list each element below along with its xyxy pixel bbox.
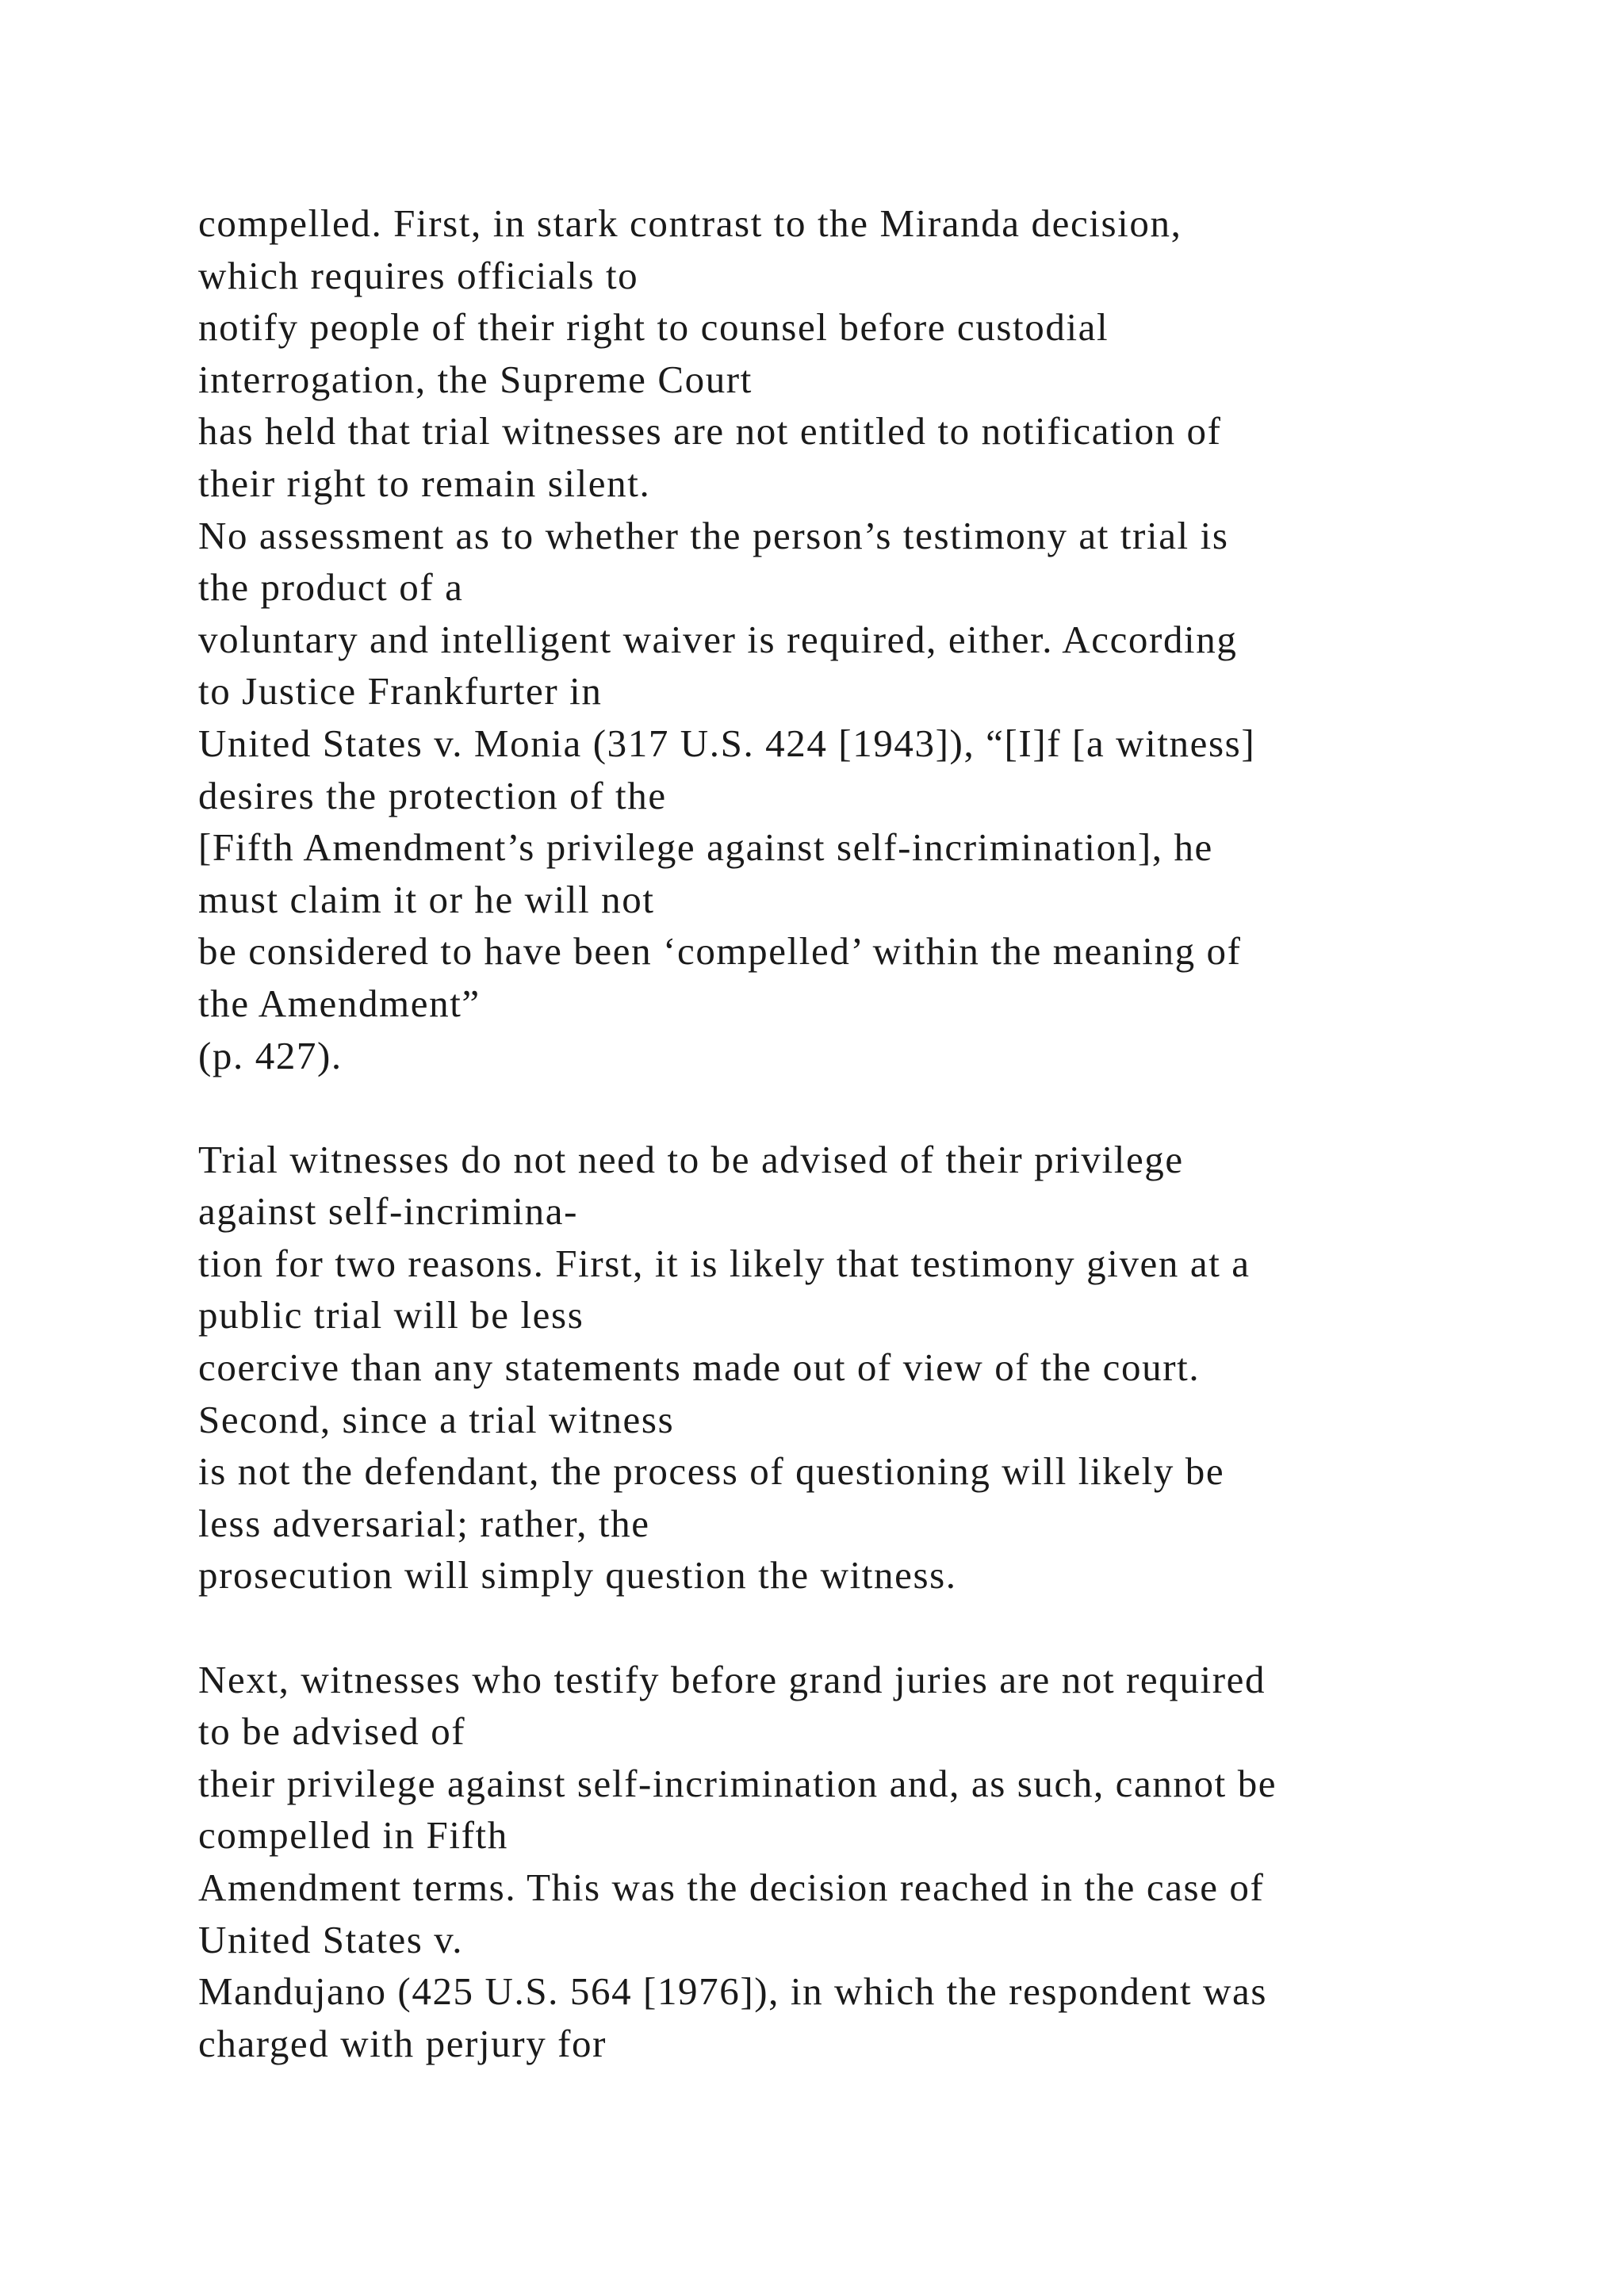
- text-line: compelled. First, in stark contrast to the Miranda decision,: [198, 201, 1182, 245]
- text-line: desires the protection of the: [198, 773, 667, 817]
- text-line: less adversarial; rather, the: [198, 1501, 650, 1545]
- text-line: the product of a: [198, 565, 464, 610]
- text-line: [Fifth Amendment’s privilege against self-incrimination], he: [198, 825, 1213, 870]
- text-line: charged with perjury for: [198, 2021, 607, 2065]
- text-line: coercive than any statements made out of view of the court.: [198, 1345, 1201, 1390]
- text-line: to Justice Frankfurter in: [198, 669, 603, 714]
- paragraph-1: [198, 197, 1546, 1081]
- text-line: has held that trial witnesses are not entitled to notification of: [198, 409, 1222, 453]
- text-line: be considered to have been ‘compelled’ within the meaning of: [198, 929, 1242, 974]
- text-line: compelled in Fifth: [198, 1813, 508, 1858]
- paragraph-spacer: [198, 1081, 1546, 1134]
- text-line: is not the defendant, the process of questioning will likely be: [198, 1449, 1225, 1494]
- text-line: Trial witnesses do not need to be advised of their privilege: [198, 1137, 1184, 1181]
- text-line: must claim it or he will not: [198, 877, 655, 921]
- text-line: interrogation, the Supreme Court: [198, 357, 753, 401]
- text-line: tion for two reasons. First, it is likely that testimony given at a: [198, 1241, 1251, 1285]
- text-line: the Amendment”: [198, 981, 481, 1025]
- text-line: voluntary and intelligent waiver is required, either. According: [198, 617, 1238, 661]
- text-line: public trial will be less: [198, 1293, 584, 1337]
- text-line: to be advised of: [198, 1709, 466, 1754]
- paragraph-3: [198, 1654, 1546, 2070]
- text-line: (p. 427).: [198, 1033, 343, 1077]
- text-line: Amendment terms. This was the decision reached in the case of: [198, 1866, 1265, 1909]
- text-line: Second, since a trial witness: [198, 1397, 675, 1441]
- text-line: notify people of their right to counsel before custodial: [198, 305, 1109, 350]
- text-line: Next, witnesses who testify before grand juries are not required: [198, 1657, 1266, 1701]
- text-line: their privilege against self-incrimination and, as such, cannot be: [198, 1761, 1277, 1805]
- paragraph-2: [198, 1134, 1546, 1601]
- document-body: [198, 197, 1546, 2069]
- paragraph-spacer: [198, 1601, 1546, 1654]
- text-line: which requires officials to: [198, 253, 639, 297]
- text-line: No assessment as to whether the person’s testimony at trial is: [198, 513, 1229, 557]
- text-line: Mandujano (425 U.S. 564 [1976]), in which the respondent was: [198, 1969, 1268, 2014]
- text-line: United States v.: [198, 1917, 464, 1961]
- text-line: their right to remain silent.: [198, 461, 651, 505]
- text-line: United States v. Monia (317 U.S. 424 [1943]), “[I]f [a witness]: [198, 721, 1256, 765]
- text-line: prosecution will simply question the witness.: [198, 1553, 957, 1598]
- text-line: against self-incrimina-: [198, 1189, 578, 1234]
